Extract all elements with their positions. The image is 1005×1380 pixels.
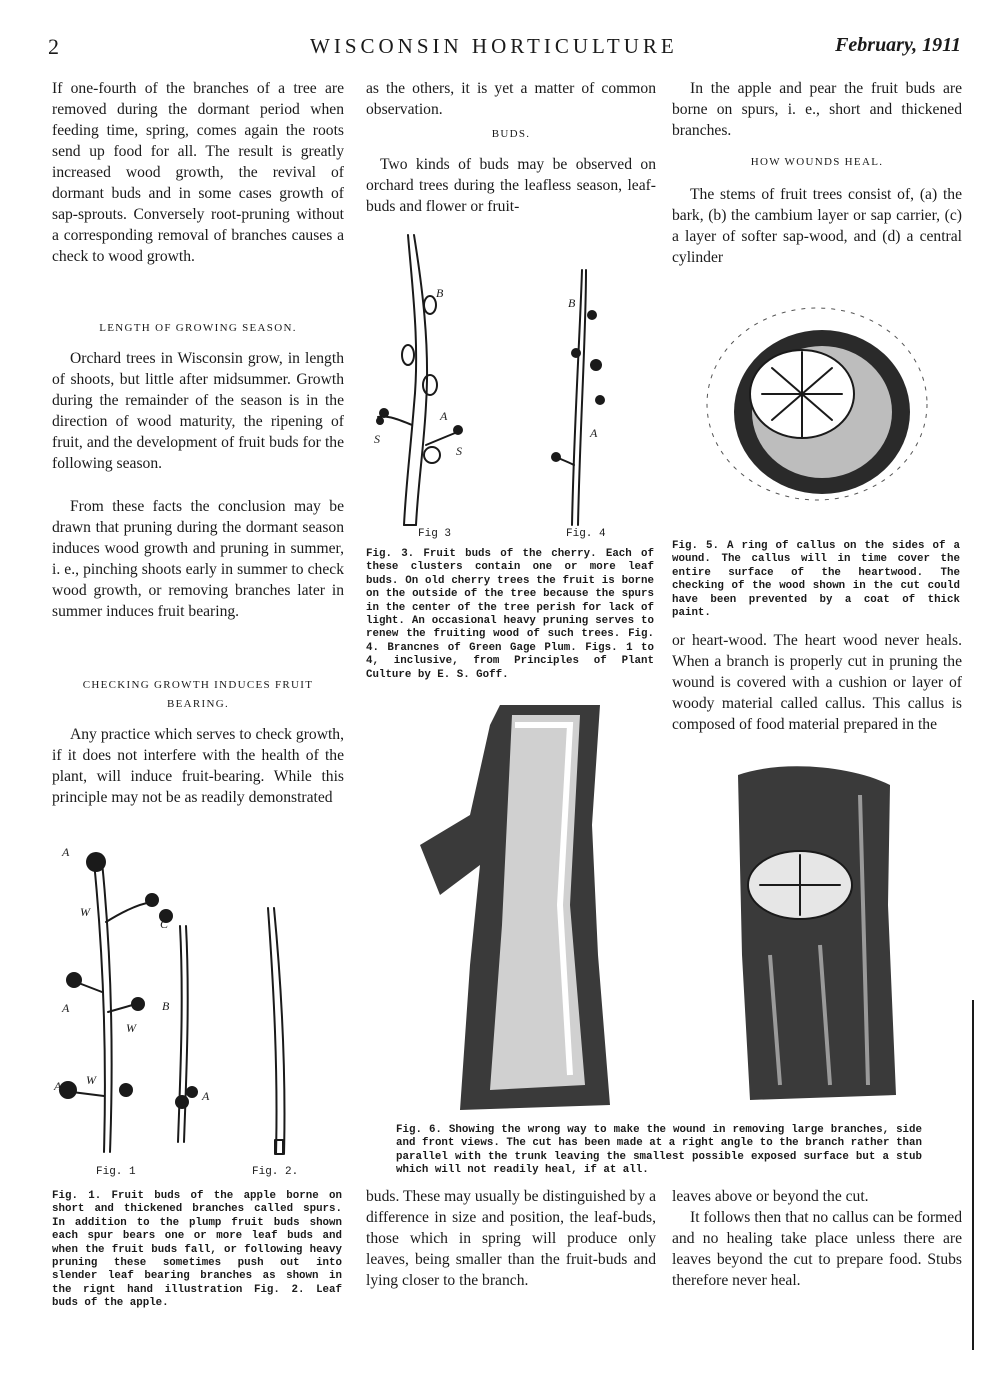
fig6-caption: Fig. 6. Showing the wrong way to make the wound in removing large branches, side and front views. The cut has been made at a right angle to the branch rather than parallel with the trunk leaving the smallest possible exposed surface but a stub which will not readily heal, if at all. xyxy=(396,1124,922,1177)
col2-paragraph-1: as the others, it is yet a matter of common observation. xyxy=(366,80,656,118)
cherry-plum-twigs-drawing xyxy=(360,225,660,545)
label-B-fig3: B xyxy=(436,286,444,300)
col3-paragraph-3: or heart-wood. The heart wood never heals. When a branch is properly cut in pruning the wound is covered with a cushion or layer of woody material called callus. This callus is composed of food material prepared in the xyxy=(672,632,962,733)
fig1-label: Fig. 1 xyxy=(96,1166,136,1178)
fig5-caption: Fig. 5. A ring of callus on the sides of a wound. The callus will in time cover the entire surface of the heartwood. The checking of the wood shown in the cut could have been prevented by a coat of thick paint. xyxy=(672,540,960,620)
col1-paragraph-4: Any practice which serves to check growth, if it does not interfere with the health of the plant, will induce fruit-bearing. While this principle may not be as readily demonstrated xyxy=(52,726,344,806)
issue-date: February, 1911 xyxy=(835,34,961,56)
heading-how-wounds-heal: HOW WOUNDS HEAL. xyxy=(750,156,884,168)
right-margin-rule xyxy=(972,1000,974,1350)
stub-wound-trunk-drawing xyxy=(420,705,960,1120)
label-W-fig1-mid: W xyxy=(126,1021,136,1035)
label-A-fig1-top: A xyxy=(62,845,70,859)
col1-paragraph-2: Orchard trees in Wisconsin grow, in length of shoots, but little after midsummer. Growth during the remainder of the season is in the direction of wood maturity, the ripening of fruit, and the development of fruit buds for the following season. xyxy=(52,350,344,472)
heading-checking-growth: CHECKING GROWTH INDUCES FRUIT BEARING. xyxy=(82,679,314,710)
col3-bottom-line: leaves above or beyond the cut. xyxy=(672,1188,869,1205)
fig1-2-caption: Fig. 1. Fruit buds of the apple borne on short and thickened branches called spurs. In addition to the plump fruit buds shown each spur bears one or more leaf buds and when the fruit buds fall, or following heavy pruning these sometimes push out into slender leaf bearing branches as shown in the rignt hand illustration Fig. 2. Leaf buds of the apple. xyxy=(52,1190,342,1310)
label-B-fig1: B xyxy=(162,999,170,1013)
col3-paragraph-1: In the apple and pear the fruit buds are borne on spurs, i. e., short and thickened branches. xyxy=(672,80,962,139)
label-C-fig1: C xyxy=(160,917,169,931)
col2-bottom-paragraph: buds. These may usually be distinguished by a difference in size and position, the leaf-buds, those which in spring will produce only leaves, being smaller than the fruit-buds and lying closer to the branch. xyxy=(366,1188,656,1289)
label-A-fig1-right: A xyxy=(202,1089,210,1103)
col1-paragraph-3: From these facts the conclusion may be drawn that pruning during the dormant season induces wood growth and pruning in summer, i. e., pinching shoots early in summer to check wood growth, or removing branches later in summer induces fruit bearing. xyxy=(52,498,344,620)
fig4-label: Fig. 4 xyxy=(566,528,606,540)
label-S-fig3-left: S xyxy=(374,432,380,446)
callus-ring-wound-drawing xyxy=(672,282,962,532)
apple-spur-twigs-drawing xyxy=(52,842,342,1162)
fig2-label: Fig. 2. xyxy=(252,1166,299,1178)
col3-paragraph-2: The stems of fruit trees consist of, (a) the bark, (b) the cambium layer or sap carrier, (c) a layer of softer sap-wood, and (d) a central cylinder xyxy=(672,186,962,266)
col1-paragraph-1: If one-fourth of the branches of a tree are removed during the dormant period when feeding time, spring, comes again the roots send up food for all. The result is greatly increased wood growth, the revival of dormant buds and in some cases growth of sap-sprouts. Conversely root-pruning without a corresponding removal of branches causes a check to wood growth. xyxy=(52,80,344,265)
masthead: WISCONSIN HORTICULTURE xyxy=(310,34,678,58)
col3-bottom-paragraph: It follows then that no callus can be formed and no healing take place unless there are leaves beyond the cut to prepare food. Stubs therefore never heal. xyxy=(672,1209,962,1289)
col2-paragraph-2: Two kinds of buds may be observed on orchard trees during the leafless season, leaf-buds and flower or fruit- xyxy=(366,156,656,215)
label-W-fig1-top: W xyxy=(80,905,90,919)
label-S-fig3-right: S xyxy=(456,444,462,458)
heading-buds: BUDS. xyxy=(491,128,531,140)
label-A-fig4: A xyxy=(590,426,598,440)
heading-length-of-growing-season: LENGTH OF GROWING SEASON. xyxy=(99,322,297,334)
page-number: 2 xyxy=(48,34,59,59)
fig3-label: Fig 3 xyxy=(418,528,452,540)
label-A-fig3: A xyxy=(440,409,448,423)
label-A-fig1-bottom: A xyxy=(54,1079,62,1093)
label-A-fig1-mid: A xyxy=(62,1001,70,1015)
fig3-4-caption: Fig. 3. Fruit buds of the cherry. Each of these clusters contain one or more leaf buds. On old cherry trees the fruit is borne on the outside of the tree because the spurs in the center of the tree perish for lack of light. An occasional heavy pruning serves to renew the fruiting wood of such trees. Fig. 4. Brancnes of Green Gage Plum. Figs. 1 to 4, inclusive, from Principles of Plant Culture by E. S. Goff. xyxy=(366,548,654,681)
label-W-fig1-bottom: W xyxy=(86,1073,96,1087)
label-B-fig4: B xyxy=(568,296,576,310)
